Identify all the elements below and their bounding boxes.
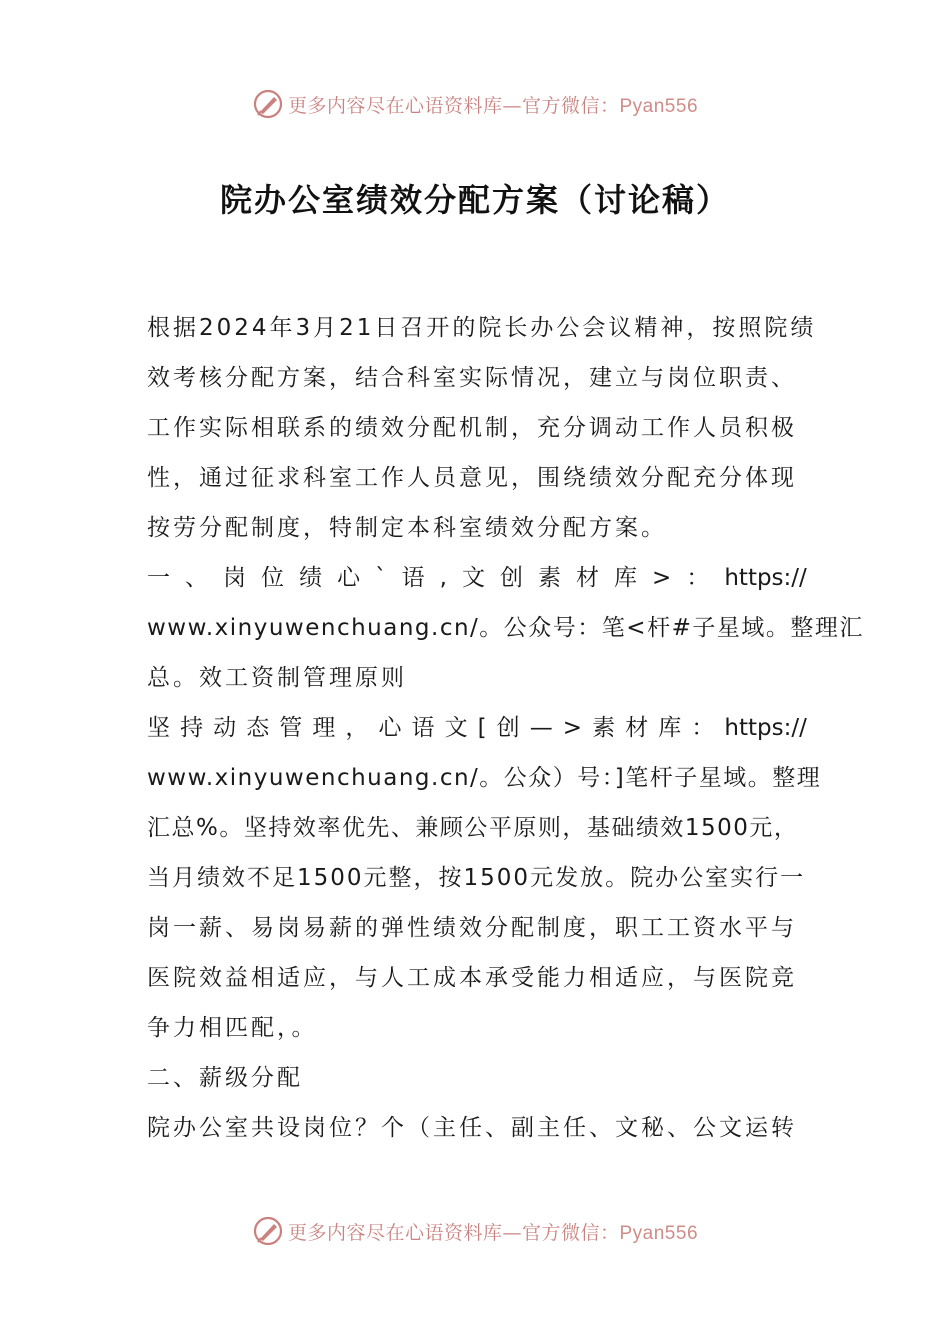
- header-banner: [0, 84, 950, 124]
- justified-glyph: 动: [213, 715, 237, 741]
- body-line: 汇总%。坚持效率优先、兼顾公平原则，基础绩效1500元，: [147, 815, 799, 841]
- justified-glyph: 岗: [223, 565, 247, 591]
- body-line: 医院效益相适应，与人工成本承受能力相适应，与医院竞: [147, 965, 797, 991]
- justified-glyph: 材: [576, 565, 599, 591]
- justified-glyph: 坚: [147, 715, 170, 741]
- banner-wechat-id: Pyan556: [619, 95, 699, 117]
- justified-glyph: 绩: [299, 565, 323, 591]
- banner-text: 更多内容尽在心语资料库—官方微信：Pyan556: [287, 1221, 699, 1244]
- justified-glyph: ，: [345, 715, 369, 741]
- justified-glyph: 语: [401, 565, 425, 591]
- justified-glyph: ：: [691, 715, 715, 741]
- body-line: 争力相匹配，。: [147, 1015, 318, 1041]
- justified-glyph: 语: [411, 715, 435, 741]
- section-heading: 二、薪级分配: [147, 1065, 303, 1091]
- body-line: 效考核分配方案，结合科室实际情况，建立与岗位职责、: [147, 365, 797, 391]
- justified-glyph: `: [375, 565, 387, 591]
- justified-glyph: 一: [147, 565, 170, 591]
- body-line: 根据2024年3月21日召开的院长办公会议精神，按照院绩: [147, 315, 817, 341]
- body-line: 当月绩效不足1500元整，按1500元发放。院办公室实行一: [147, 865, 806, 891]
- justified-glyph: 库: [614, 565, 638, 591]
- justified-glyph: 态: [246, 715, 270, 741]
- justified-glyph: 心: [337, 565, 361, 591]
- justified-glyph: 文: [461, 565, 485, 591]
- justified-glyph: 心: [378, 715, 402, 741]
- body-line-justified: [147, 703, 807, 753]
- justified-glyph: 材: [625, 715, 649, 741]
- banner-wechat-id: Pyan556: [619, 1222, 699, 1244]
- justified-glyph: ：: [686, 565, 710, 591]
- quill-logo-icon: [252, 1215, 284, 1247]
- justified-glyph: 持: [180, 715, 204, 741]
- justified-glyph: 素: [592, 715, 616, 741]
- footer-banner: [0, 1211, 950, 1251]
- justified-glyph: >: [562, 715, 583, 741]
- justified-glyph: https://: [724, 565, 807, 591]
- justified-glyph: 理: [312, 715, 336, 741]
- body-line: 岗一薪、易岗易薪的弹性绩效分配制度，职工工资水平与: [147, 915, 797, 941]
- quill-logo-icon: [252, 88, 284, 120]
- page-title: 院办公室绩效分配方案（讨论稿）: [219, 181, 730, 219]
- justified-glyph: 管: [279, 715, 303, 741]
- justified-glyph: 、: [185, 565, 209, 591]
- justified-glyph: [: [477, 715, 487, 741]
- justified-glyph: 素: [537, 565, 561, 591]
- body-line: www.xinyuwenchuang.cn/。公众号：笔<杆#子星域。整理汇: [147, 615, 864, 641]
- body-line: 工作实际相联系的绩效分配机制，充分调动工作人员积极: [147, 415, 797, 441]
- justified-glyph: 创: [499, 565, 523, 591]
- justified-glyph: >: [652, 565, 672, 591]
- justified-glyph: ,: [439, 565, 447, 591]
- banner-text: 更多内容尽在心语资料库—官方微信：Pyan556: [287, 94, 699, 117]
- body-line: 院办公室共设岗位？个（主任、副主任、文秘、公文运转: [147, 1115, 797, 1141]
- justified-glyph: 位: [261, 565, 285, 591]
- justified-glyph: —: [529, 715, 553, 741]
- document-body: [147, 303, 864, 1153]
- body-line: 性，通过征求科室工作人员意见，围绕绩效分配充分体现: [147, 465, 797, 491]
- justified-glyph: 文: [444, 715, 468, 741]
- justified-glyph: 创: [496, 715, 520, 741]
- justified-glyph: 库: [658, 715, 682, 741]
- justified-glyph: https://: [724, 715, 807, 741]
- body-line: www.xinyuwenchuang.cn/。公众）号：]笔杆子星域。整理: [147, 765, 822, 791]
- body-line: 总。效工资制管理原则: [147, 665, 407, 691]
- body-line-justified: [147, 553, 807, 603]
- body-line: 按劳分配制度，特制定本科室绩效分配方案。: [147, 515, 667, 541]
